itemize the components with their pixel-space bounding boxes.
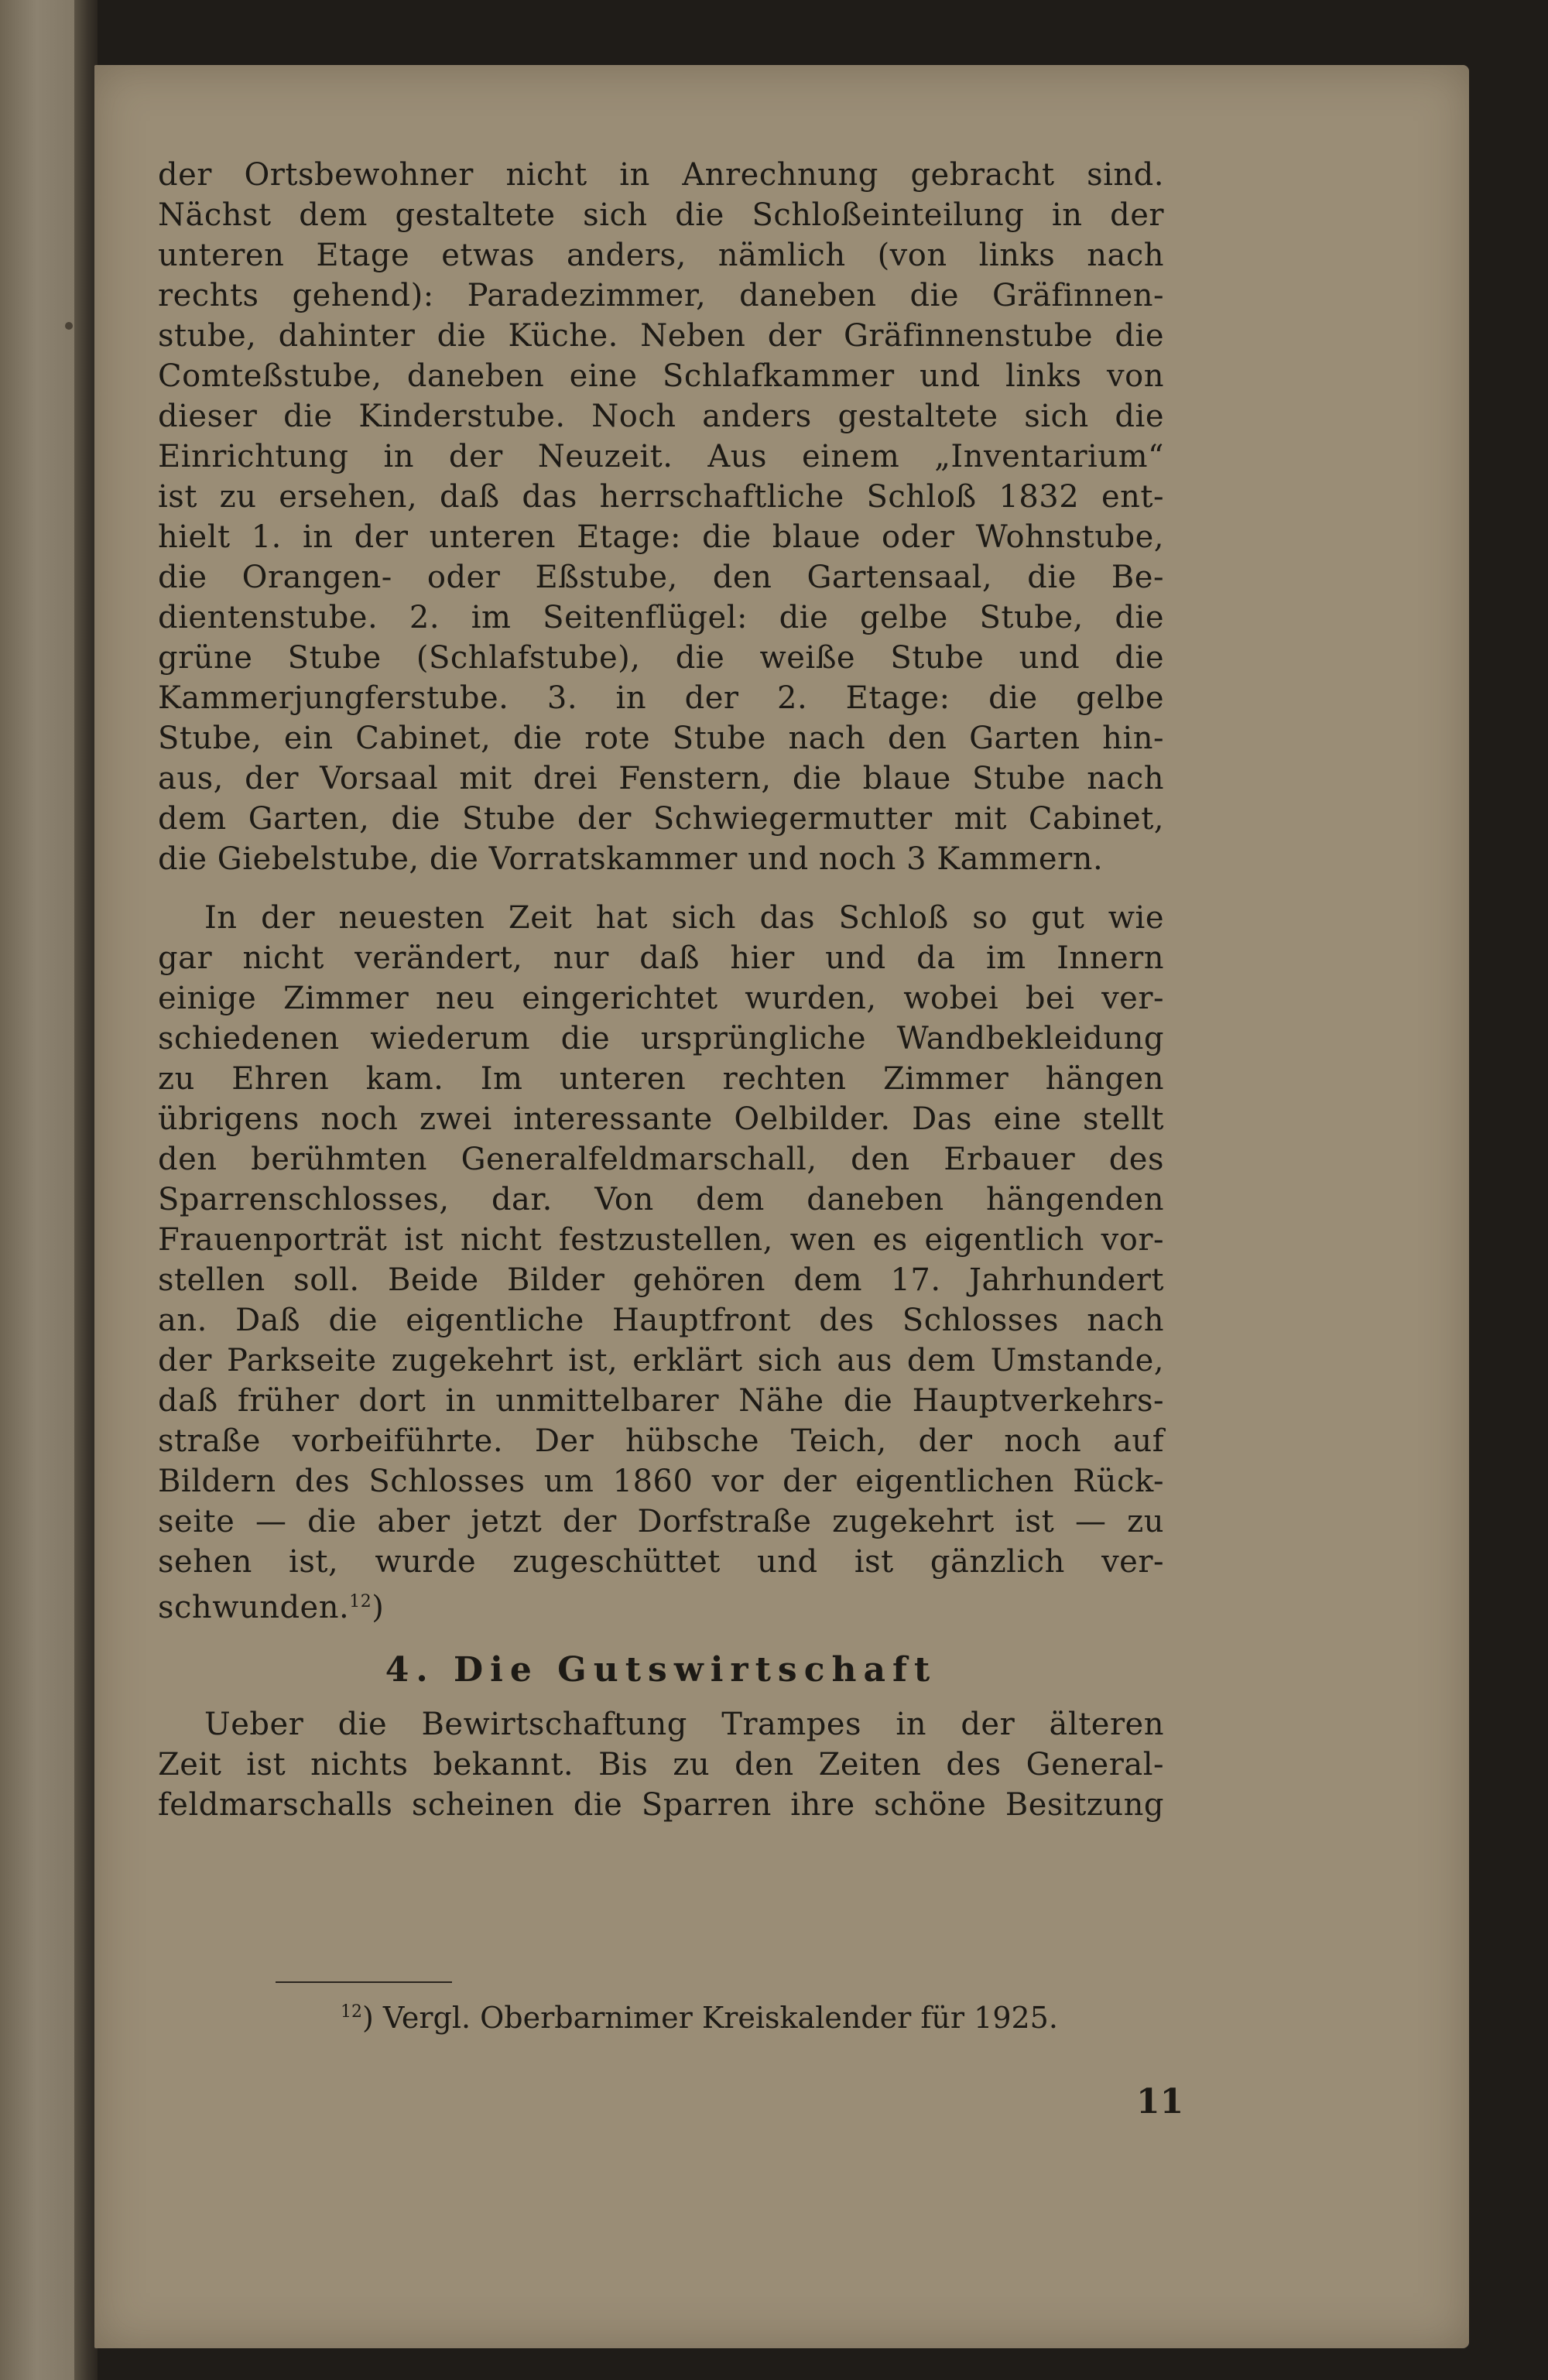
footnote: $^{12}$) Vergl. Oberbarnimer Kreiskalender für 1925. — [341, 2001, 1058, 2035]
text-line: grüne Stube (Schlafstube), die weiße Stube und die — [158, 640, 1164, 676]
text-line: den berühmten Generalfeldmarschall, den Erbauer des — [158, 1142, 1164, 1177]
text-line: Kammerjungferstube. 3. in der 2. Etage: die gelbe — [158, 680, 1164, 716]
text-line: Einrichtung in der Neuzeit. Aus einem „Inventarium“ — [158, 439, 1164, 474]
text-line — [158, 898, 1164, 938]
text-line: hielt 1. in der unteren Etage: die blaue oder Wohnstube, — [158, 519, 1164, 555]
text-line: rechts gehend): Paradezimmer, daneben die Gräfinnen- — [158, 278, 1164, 313]
text-line: Frauenporträt ist nicht festzustellen, wen es eigentlich vor- — [158, 1222, 1164, 1258]
text-line: dientenstube. 2. im Seitenflügel: die gelbe Stube, die — [158, 600, 1164, 635]
footnote-text: Vergl. Oberbarnimer Kreiskalender für 1925. — [382, 2001, 1058, 2035]
text-line: Nächst dem gestaltete sich die Schloßeinteilung in der — [158, 197, 1164, 233]
text-line: der Parkseite zugekehrt ist, erklärt sich aus dem Umstande, — [158, 1343, 1164, 1378]
text-line: einige Zimmer neu eingerichtet wurden, wobei bei ver- — [158, 981, 1164, 1016]
text-line: feldmarschalls scheinen die Sparren ihre schöne Besitzung — [158, 1787, 1164, 1823]
text-line: übrigens noch zwei interessante Oelbilder. Das eine stellt — [158, 1101, 1164, 1137]
text-line: zu Ehren kam. Im unteren rechten Zimmer hängen — [158, 1061, 1164, 1097]
text-line: sehen ist, wurde zugeschüttet und ist gänzlich ver- — [158, 1544, 1164, 1580]
footnote-number: 12 — [341, 2002, 362, 2022]
text-line: aus, der Vorsaal mit drei Fenstern, die blaue Stube nach — [158, 761, 1164, 796]
text-line: Comteßstube, daneben eine Schlafkammer und links von — [158, 358, 1164, 394]
page-number: 11 — [1136, 2082, 1184, 2121]
paragraph-2 — [158, 898, 1164, 1625]
text-line-content: schwunden. — [158, 1590, 350, 1625]
text-line: der Ortsbewohner nicht in Anrechnung gebracht sind. — [158, 157, 1164, 193]
paragraph-1 — [158, 155, 1164, 879]
text-line: stube, dahinter die Küche. Neben der Gräfinnenstube die — [158, 318, 1164, 354]
text-line: Stube, ein Cabinet, die rote Stube nach den Garten hin- — [158, 721, 1164, 756]
text-line: die Giebelstube, die Vorratskammer und noch 3 Kammern. — [158, 841, 1104, 877]
text-line: schiedenen wiederum die ursprüngliche Wandbekleidung — [158, 1021, 1164, 1056]
text-line: Sparrenschlosses, dar. Von dem daneben hängenden — [158, 1182, 1164, 1217]
text-line: unteren Etage etwas anders, nämlich (von links nach — [158, 238, 1164, 273]
text-line: an. Daß die eigentliche Hauptfront des Schlosses nach — [158, 1303, 1164, 1338]
text-line: die Orangen- oder Eßstube, den Gartensaal, die Be- — [158, 560, 1164, 595]
footnote-rule — [276, 1981, 452, 1983]
text-line: stellen soll. Beide Bilder gehören dem 17. Jahrhundert — [158, 1262, 1164, 1298]
text-line: gar nicht verändert, nur daß hier und da im Innern — [158, 940, 1164, 976]
page-text — [158, 155, 1164, 1825]
paragraph-gap — [158, 879, 1164, 898]
text-line: dieser die Kinderstube. Noch anders gestaltete sich die — [158, 399, 1164, 434]
text-line: dem Garten, die Stube der Schwiegermutter mit Cabinet, — [158, 801, 1164, 837]
text-line — [158, 1704, 1164, 1745]
margin-dot — [65, 322, 73, 330]
text-line-content: Ueber die Bewirtschaftung Trampes in der älteren — [204, 1707, 1164, 1742]
text-line: straße vorbeiführte. Der hübsche Teich, der noch auf — [158, 1423, 1164, 1459]
text-line-content: In der neuesten Zeit hat sich das Schloß so gut wie — [204, 900, 1164, 936]
text-line: seite — die aber jetzt der Dorfstraße zugekehrt ist — zu — [158, 1504, 1164, 1539]
section-heading: 4. Die Gutswirtschaft — [385, 1650, 937, 1690]
text-line: daß früher dort in unmittelbarer Nähe die Hauptverkehrs- — [158, 1383, 1164, 1419]
footnote-reference: 12 — [349, 1592, 372, 1611]
text-line: Zeit ist nichts bekannt. Bis zu den Zeiten des General- — [158, 1747, 1164, 1782]
text-line: schwunden.$^{12}$) — [158, 1590, 385, 1625]
text-line: ist zu ersehen, daß das herrschaftliche Schloß 1832 ent- — [158, 479, 1164, 515]
text-line: Bildern des Schlosses um 1860 vor der eigentlichen Rück- — [158, 1464, 1164, 1499]
paragraph-3 — [158, 1704, 1164, 1825]
